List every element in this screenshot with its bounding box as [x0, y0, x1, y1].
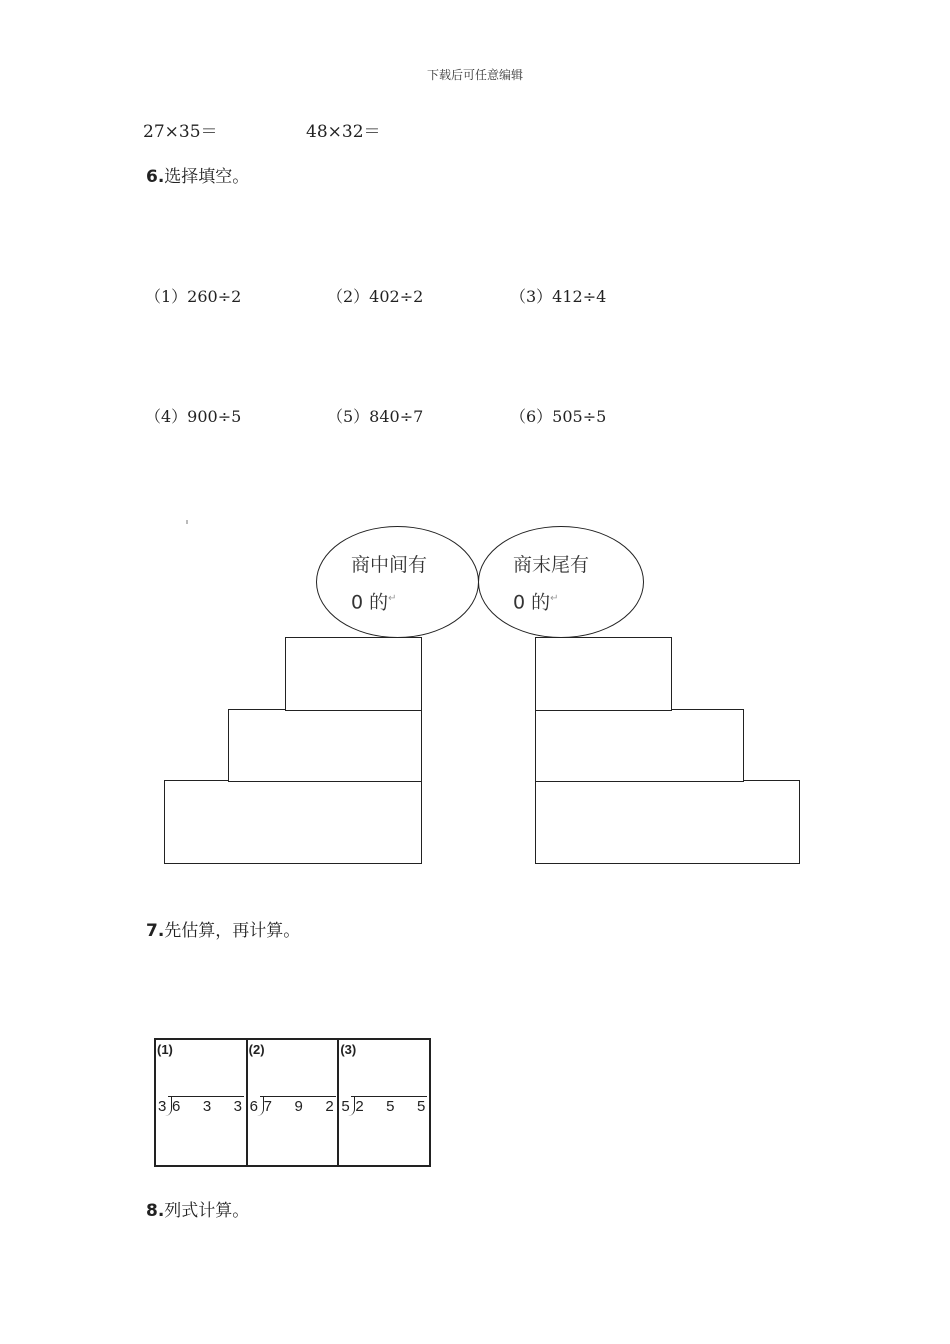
dividend-digit: 3	[233, 1098, 242, 1115]
stray-mark	[186, 520, 188, 524]
dividend-digit: 7	[263, 1098, 273, 1115]
dividend-digit: 5	[386, 1098, 395, 1115]
question-7-title	[146, 916, 300, 941]
left-step-top[interactable]	[285, 637, 422, 711]
cell-dividend	[264, 1098, 334, 1115]
item-5: （5）840÷7	[327, 407, 424, 426]
oval-right-text: 0 的	[513, 591, 551, 614]
question-8-title	[146, 1196, 249, 1221]
question-number: 6.	[146, 167, 165, 187]
item-4: （4）900÷5	[145, 407, 242, 426]
oval-right	[478, 526, 644, 638]
return-mark: ↵	[388, 593, 397, 604]
oval-right-line2	[513, 583, 559, 618]
oval-right-line1: 商末尾有	[513, 554, 590, 576]
dividend-digit: 5	[417, 1098, 426, 1115]
item-2: （2）402÷2	[327, 287, 424, 306]
cell-label: (3)	[340, 1042, 357, 1057]
question-text: 先估算，再计算。	[164, 921, 301, 941]
question-text: 选择填空。	[164, 167, 250, 187]
oval-left	[316, 526, 479, 638]
page-header: 下载后可任意编辑	[426, 68, 523, 82]
dividend-digit: 3	[202, 1098, 212, 1115]
division-cell-2[interactable]	[248, 1040, 340, 1165]
return-mark: ↵	[550, 593, 559, 604]
item-3: （3）412÷4	[510, 287, 607, 306]
cell-label: (1)	[157, 1042, 173, 1057]
division-table	[154, 1038, 431, 1167]
dividend-digit: 9	[294, 1098, 303, 1115]
cell-dividend	[355, 1098, 425, 1115]
item-6: （6）505÷5	[510, 407, 607, 426]
question-number: 8.	[146, 1201, 165, 1221]
left-step-middle[interactable]	[228, 709, 422, 782]
right-step-top[interactable]	[535, 637, 672, 711]
cell-divisor: 3	[158, 1098, 167, 1115]
cell-divisor: 6	[249, 1098, 259, 1115]
item-1: （1）260÷2	[145, 287, 242, 306]
cell-divisor: 5	[341, 1098, 350, 1115]
left-step-bottom[interactable]	[164, 780, 422, 864]
right-step-bottom[interactable]	[535, 780, 800, 864]
calc-48x32: 48×32＝	[306, 122, 381, 142]
right-step-middle[interactable]	[535, 709, 744, 782]
dividend-digit: 2	[355, 1098, 364, 1115]
oval-left-line1: 商中间有	[351, 554, 428, 576]
cell-label: (2)	[248, 1042, 265, 1057]
dividend-digit: 6	[172, 1098, 181, 1115]
dividend-digit: 2	[325, 1098, 334, 1115]
question-number: 7.	[146, 921, 165, 941]
division-cell-3[interactable]	[339, 1040, 429, 1165]
question-text: 列式计算。	[164, 1201, 250, 1221]
question-6-title	[146, 162, 249, 187]
calc-27x35: 27×35＝	[143, 122, 218, 142]
oval-left-line2	[351, 583, 397, 618]
division-cell-1[interactable]	[156, 1040, 248, 1165]
oval-left-text: 0 的	[351, 591, 389, 614]
cell-dividend	[172, 1098, 242, 1115]
